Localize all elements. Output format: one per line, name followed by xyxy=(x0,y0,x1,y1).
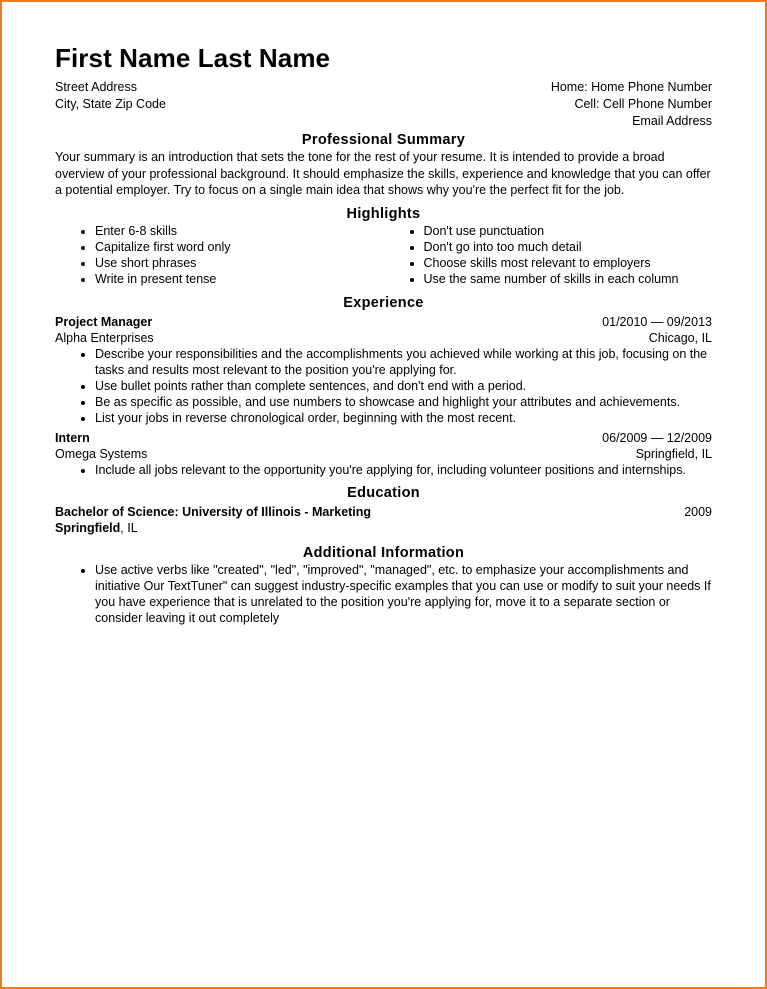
additional-heading: Additional Information xyxy=(302,544,465,561)
job-subheader xyxy=(55,446,712,462)
job-subheader xyxy=(55,330,712,346)
job-header xyxy=(55,314,712,330)
contact-block xyxy=(55,79,712,130)
job-bullets xyxy=(55,462,712,478)
list-item: • Write in present tense xyxy=(95,271,384,287)
list-item: • List your jobs in reverse chronological order, beginning with the most recent. xyxy=(95,410,712,426)
highlights-columns xyxy=(55,223,712,287)
company-name: Alpha Enterprises xyxy=(55,330,154,345)
job-title: Project Manager xyxy=(55,314,153,329)
highlights-left-list xyxy=(55,223,384,287)
summary-heading: Professional Summary xyxy=(301,132,466,148)
job-title: Intern xyxy=(55,430,90,445)
highlights-right-list xyxy=(384,223,713,287)
school-location-row xyxy=(55,520,712,536)
additional-bullets xyxy=(55,562,712,626)
job-header xyxy=(55,430,712,446)
list-item: • Describe your responsibilities and the accomplishments you achieved while working at this job, focusing on the tasks and results most relevant to the position you're applying for. xyxy=(95,346,712,378)
list-item: • Capitalize first word only xyxy=(95,239,384,255)
job-entry xyxy=(55,314,712,426)
job-bullets xyxy=(55,346,712,426)
job-dates: 06/2009 — 12/2009 xyxy=(602,430,712,445)
city-state-zip: City, State Zip Code xyxy=(55,97,166,111)
home-phone: Home: Home Phone Number xyxy=(550,80,712,94)
education-heading: Education xyxy=(347,484,420,501)
job-location: Springfield, IL xyxy=(635,446,712,461)
school-city: Springfield xyxy=(55,520,121,535)
list-item: • Include all jobs relevant to the opportunity you're applying for, including volunteer positions and internships. xyxy=(95,462,712,478)
resume-name: First Name Last Name xyxy=(55,43,331,73)
school-state: , IL xyxy=(120,520,138,535)
graduation-year: 2009 xyxy=(684,504,712,519)
list-item: • Use short phrases xyxy=(95,255,384,271)
list-item: • Enter 6-8 skills xyxy=(95,223,384,239)
degree-row xyxy=(55,504,712,520)
list-item: • Don't use punctuation xyxy=(424,223,713,239)
list-item: • Use bullet points rather than complete sentences, and don't end with a period. xyxy=(95,378,712,394)
address-block xyxy=(55,79,166,130)
school-location xyxy=(55,520,138,536)
list-item: • Use active verbs like "created", "led", "improved", "managed", etc. to emphasize your accomplishments and initiative Our TextTuner" can suggest industry-specific examples that you can use or modify to suit your needs If you have experience that is unrelated to the position you're applying for, move it to a separate section or consider leaving it out completely xyxy=(95,562,712,626)
list-item: • Be as specific as possible, and use numbers to showcase and highlight your attributes and achievements. xyxy=(95,394,712,410)
education-entry xyxy=(55,504,712,536)
experience-heading: Experience xyxy=(343,294,424,311)
company-name: Omega Systems xyxy=(55,446,148,461)
job-location: Chicago, IL xyxy=(648,330,712,345)
list-item: • Choose skills most relevant to employers xyxy=(424,255,713,271)
email-address: Email Address xyxy=(632,114,712,128)
highlights-heading: Highlights xyxy=(346,205,421,222)
list-item: • Use the same number of skills in each column xyxy=(424,271,713,287)
street-address: Street Address xyxy=(55,80,137,94)
summary-text: Your summary is an introduction that sets the tone for the rest of your resume. It is intended to provide a broad overview of your professional background. It should emphasize the skills, experience and knowledge that you can offer a potential employer. Try to focus on a single main idea that shows why you're the perfect fit for the job. xyxy=(55,150,711,197)
resume-document xyxy=(55,42,712,626)
phone-block xyxy=(551,79,712,130)
degree-name: Bachelor of Science: University of Illinois - Marketing xyxy=(55,504,372,519)
cell-phone: Cell: Cell Phone Number xyxy=(574,97,712,111)
job-dates: 01/2010 — 09/2013 xyxy=(602,314,712,329)
job-entry xyxy=(55,430,712,478)
list-item: • Don't go into too much detail xyxy=(424,239,713,255)
